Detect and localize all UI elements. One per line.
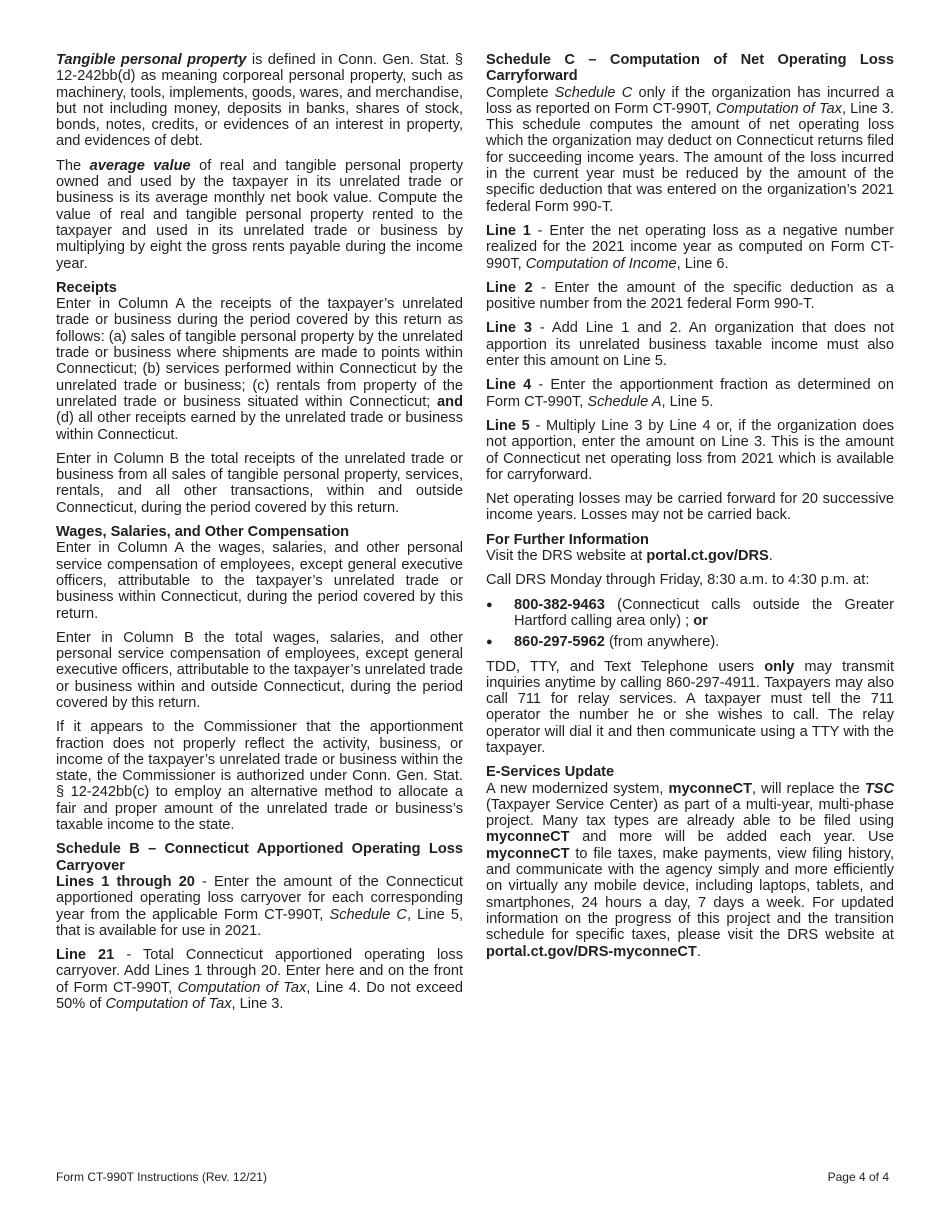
phone-number: 800-382-9463 [514, 596, 605, 613]
bullet-icon: ● [486, 636, 493, 649]
schedule-b-section [56, 841, 463, 939]
eservices-text: A new modernized system, myconneCT, will replace the TSC (Taxpayer Service Center) as part of a multi-year, multi-phase project. Many tax types are already able to be filed using myconneCT and more will be added each year. Use myconneCT to file taxes, make payments, view filing history, and communicate with the agency simply and more efficiently on virtually any mobile device, including laptops, tablets, and smartphones, 24 hours a day, 7 days a week. For updated information on the progress of this project and the transition schedule for specific taxes, please visit the DRS website at portal.ct.gov/DRS-myconneCT. [486, 780, 894, 960]
schedule-b-heading: Schedule B – Connecticut Apportioned Operating Loss Carryover [56, 841, 463, 874]
visit-drs-text: Visit the DRS website at portal.ct.gov/DRS. [486, 548, 773, 565]
receipts-column-a-text: Enter in Column A the receipts of the taxpayer’s unrelated trade or business during the period covered by this return as follows: (a) sales of tangible personal property by the unrelated trade or business where shipments are made to points within Connecticut; (b) services performed within Connecticut by the unrelated trade or business; (c) rentals from property of the unrelated trade or business situated within Connecticut; and (d) all other receipts earned by the unrelated trade or business within Connecticut. [56, 296, 463, 443]
wages-column-b-text: Enter in Column B the total wages, salaries, and other personal service compensation of employees, except general executive officers, attributable to the taxpayer’s unrelated trade or business within and outside Connecticut, during the period covered by this return. [56, 629, 463, 711]
schedule-c-heading: Schedule C – Computation of Net Operating Loss Carryforward [486, 52, 894, 85]
wages-heading: Wages, Salaries, and Other Compensation [56, 524, 350, 541]
drs-website-link[interactable]: portal.ct.gov/DRS [646, 548, 769, 565]
schedule-c-line-3: Line 3 - Add Line 1 and 2. An organization that does not apportion its unrelated business taxable income must also enter this amount on Line 5. [486, 320, 895, 370]
bullet-icon: ● [486, 598, 493, 611]
phone-list [486, 597, 894, 651]
schedule-c-line-5: Line 5 - Multiply Line 3 by Line 4 or, if the organization does not apportion, enter the amount on Line 3. This is the amount of Connecticut net operating loss from 2021 which is available for carryforward. [486, 417, 895, 483]
wages-column-a-text: Enter in Column A the wages, salaries, and other personal service compensation of employees, except general executive officers, attributable to the taxpayer’s unrelated trade or business within Connecticut, during the period covered by this return. [56, 540, 463, 622]
wages-section [56, 524, 463, 622]
receipts-section [56, 280, 463, 443]
schedule-c-intro: Complete Schedule C only if the organization has incurred a loss as reported on Form CT-990T, Computation of Tax, Line 3. This schedule computes the amount of net operating loss which the organization may deduct on Connecticut returns filed for succeeding income years. The amount of the loss incurred in the current year must be reduced by the amount of the specific deduction that was entered on the organization’s 2021 federal Form 990-T. [486, 84, 894, 215]
further-info-section [486, 532, 894, 565]
eservices-heading: E-Services Update [486, 764, 615, 781]
receipts-heading: Receipts [56, 279, 117, 296]
phone-number: 860-297-5962 [514, 634, 605, 651]
phone-list-item: ● 860-297-5962 (from anywhere). [486, 634, 720, 651]
myconnect-website-link[interactable]: portal.ct.gov/DRS-myconneCT [486, 943, 697, 960]
receipts-column-b-text: Enter in Column B the total receipts of the unrelated trade or business from all sales of tangible personal property, services, rentals, and all other transactions, within and outside Connecticut, during the period covered by this return. [56, 450, 463, 516]
phone-list-item: ● 800-382-9463 (Connecticut calls outside the Greater Hartford calling area only) ; or [486, 596, 894, 629]
eservices-section [486, 764, 894, 960]
further-info-heading: For Further Information [486, 531, 649, 548]
schedule-c-line-2: Line 2 - Enter the amount of the specific deduction as a positive number from the 2021 federal Form 990-T. [486, 279, 894, 313]
commissioner-paragraph: If it appears to the Commissioner that the apportionment fraction does not properly reflect the activity, business, or income of the taxpayer’s unrelated trade or business within the state, the Commissioner is authorized under Conn. Gen. Stat. § 12-242bb(c) to employ an alternative method to allocate a fair and proper amount of the unrelated trade or business’s taxable income to the state. [56, 719, 463, 834]
schedule-c-line-1: Line 1 - Enter the net operating loss as a negative number realized for the 2021 income year as computed on Form CT-990T, Computation of Income, Line 6. [486, 222, 895, 272]
footer-page-number: Page 4 of 4 [827, 1170, 889, 1184]
schedule-b-line-21: Line 21 - Total Connecticut apportioned operating loss carryover. Add Lines 1 through 20. Enter here and on the front of Form CT-990T, Computation of Tax, Line 4. Do not exceed 50% of Computation of Tax, Line 3. [56, 947, 464, 1013]
tangible-property-paragraph: Tangible personal property is defined in Conn. Gen. Stat. § 12-242bb(d) as meaning corporeal personal property, such as machinery, tools, implements, goods, wares, and merchandise, but not including money, deposits in banks, shares of stock, bonds, notes, credits, or evidences of an interest in property, and evidences of debt. [56, 52, 463, 150]
right-column [486, 52, 894, 968]
schedule-b-lines-1-20: Lines 1 through 20 - Enter the amount of the Connecticut apportioned operating loss carryover for each corresponding year from the applicable Form CT-990T, Schedule C, Line 5, that is available for use in 2021. [56, 873, 463, 939]
average-value-paragraph: The average value of real and tangible personal property owned and used by the taxpayer in its unrelated trade or business is its average monthly net book value. Compute the value of real and tangible personal property rented to the taxpayer and used in its unrelated trade or business by multiplying by eight the gross rents payable during the income year. [56, 157, 464, 272]
tdd-paragraph: TDD, TTY, and Text Telephone users only may transmit inquiries anytime by calling 860-297-4911. Taxpayers may also call 711 for relay services. A taxpayer must tell the 711 operator the number he or she wishes to call. The relay operator will dial it and then communicate using a TTY with the taxpayer. [486, 658, 894, 756]
carryforward-note: Net operating losses may be carried forward for 20 successive income years. Losses may not be carried back. [486, 491, 894, 524]
schedule-c-section [486, 52, 894, 215]
schedule-c-line-4: Line 4 - Enter the apportionment fraction as determined on Form CT-990T, Schedule A, Line 5. [486, 377, 894, 410]
call-drs-text: Call DRS Monday through Friday, 8:30 a.m. to 4:30 p.m. at: [486, 572, 870, 589]
left-column [56, 52, 463, 1020]
footer-form-id: Form CT-990T Instructions (Rev. 12/21) [56, 1170, 267, 1184]
